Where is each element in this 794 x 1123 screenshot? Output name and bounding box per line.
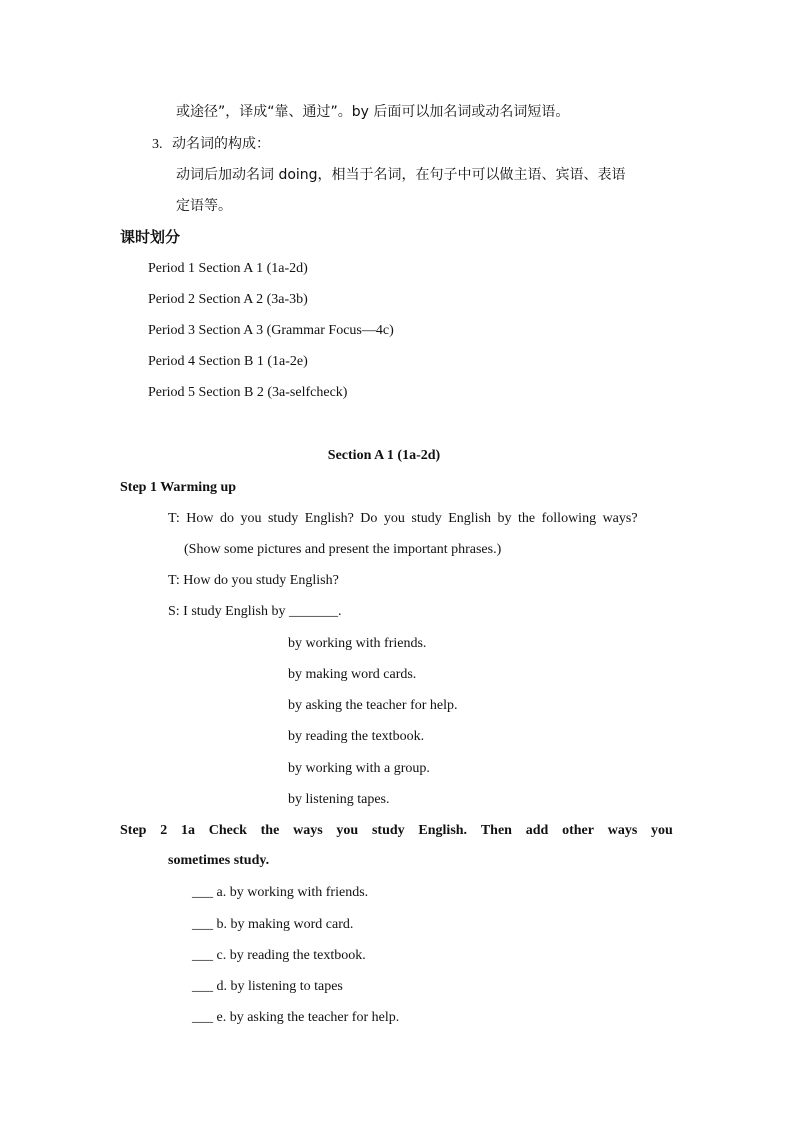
step2-heading-word: you [651, 823, 673, 838]
step2-heading-word: ways [293, 823, 323, 838]
way-item: by listening tapes. [288, 792, 390, 807]
period-item: Period 2 Section A 2 (3a-3b) [148, 292, 308, 307]
step2-heading-word: 1a [180, 823, 195, 838]
check-item: ___ e. by asking the teacher for help. [192, 1010, 400, 1025]
teacher-question: T: How do you study English? Do you study English by the following ways? [168, 511, 638, 526]
step2-heading-word: 2 [160, 823, 168, 838]
period-item: Period 3 Section A 3 (Grammar Focus—4c) [148, 323, 394, 338]
step2-heading-word: Check [208, 823, 247, 838]
teacher-note: (Show some pictures and present the important phrases.) [184, 542, 502, 557]
check-item: ___ b. by making word card. [192, 917, 354, 932]
step2-heading-line-2: sometimes study. [168, 853, 270, 868]
step2-heading-word: the [260, 823, 280, 838]
way-item: by asking the teacher for help. [288, 698, 458, 713]
step1-heading: Step 1 Warming up [120, 480, 237, 495]
way-item: by working with a group. [288, 761, 430, 776]
check-item: ___ a. by working with friends. [192, 885, 369, 900]
check-item: ___ c. by reading the textbook. [192, 948, 366, 963]
intro-line-1: 或途径”，译成“靠、通过”。by 后面可以加名词或动名词短语。 [176, 104, 570, 120]
period-item: Period 1 Section A 1 (1a-2d) [148, 261, 308, 276]
check-item: ___ d. by listening to tapes [192, 979, 343, 994]
step2-heading-word: add [525, 823, 549, 838]
list-number: 3. [152, 137, 163, 152]
periods-heading: 课时划分 [120, 228, 181, 246]
student-answer: S: I study English by _______. [168, 604, 342, 619]
list-item-title: 动名词的构成： [172, 136, 270, 152]
way-item: by making word cards. [288, 667, 417, 682]
step2-heading [120, 822, 673, 840]
step2-heading-word: Then [480, 823, 512, 838]
intro-item3-line-2: 定语等。 [176, 198, 232, 214]
period-item: Period 4 Section B 1 (1a-2e) [148, 354, 308, 369]
step2-heading-word: you [336, 823, 359, 838]
way-item: by reading the textbook. [288, 729, 425, 744]
step2-heading-word: English. [418, 823, 468, 838]
list-item-3 [152, 135, 270, 154]
step2-heading-word: study [371, 823, 405, 838]
period-item: Period 5 Section B 2 (3a-selfcheck) [148, 385, 348, 400]
step2-heading-word: Step [120, 823, 147, 838]
intro-item3-line-1: 动词后加动名词 doing，相当于名词，在句子中可以做主语、宾语、表语 [176, 167, 626, 183]
step2-heading-word: other [562, 823, 594, 838]
section-title: Section A 1 (1a-2d) [327, 448, 441, 463]
step2-heading-word: ways [607, 823, 638, 838]
teacher-question-2: T: How do you study English? [168, 573, 339, 588]
way-item: by working with friends. [288, 636, 427, 651]
